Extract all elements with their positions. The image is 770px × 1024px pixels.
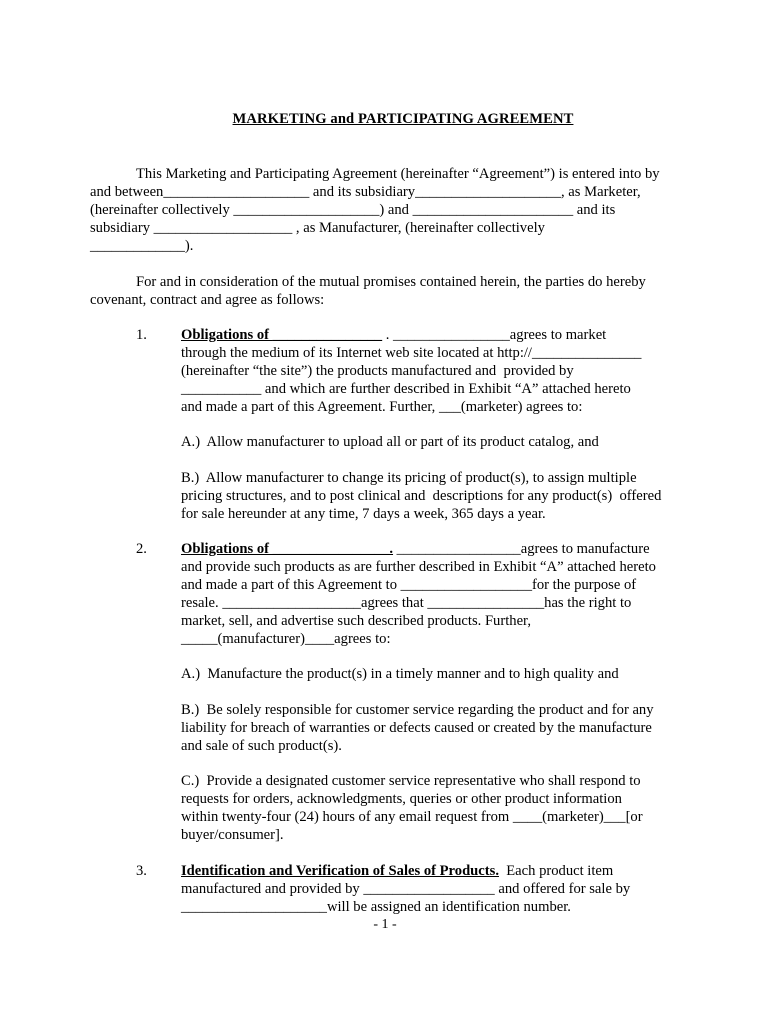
section-line: (hereinafter “the site”) the products manufactured and provided by [181, 363, 574, 379]
intro-line: This Marketing and Participating Agreement (hereinafter “Agreement”) is entered into by [136, 166, 660, 182]
section-heading-line [181, 326, 606, 344]
section-line: manufactured and provided by __________________ and offered for sale by [181, 881, 631, 897]
clause-b: B.) Allow manufacturer to change its pricing of product(s), to assign multiple [181, 470, 637, 486]
section-heading: Obligations of ________________. [181, 541, 394, 557]
intro-line: subsidiary ___________________ , as Manufacturer, (hereinafter collectively [90, 220, 545, 236]
clause-a: A.) Allow manufacturer to upload all or part of its product catalog, and [181, 434, 599, 450]
section-line: and made a part of this Agreement. Further, ___(marketer) agrees to: [181, 399, 583, 415]
clause-c-line: requests for orders, acknowledgments, queries or other product information [181, 791, 622, 807]
document-title: MARKETING and PARTICIPATING AGREEMENT [232, 111, 574, 127]
intro-line: and between____________________ and its subsidiary____________________, as Marketer, [90, 184, 641, 200]
clause-c: C.) Provide a designated customer service representative who shall respond to [181, 773, 641, 789]
section-line: market, sell, and advertise such described products. Further, [181, 613, 531, 629]
clause-c-line: within twenty-four (24) hours of any email request from ____(marketer)___[or [181, 809, 643, 825]
section-number: 3. [136, 863, 147, 879]
section-line: resale. ___________________agrees that ________________has the right to [181, 595, 632, 611]
clause-b: B.) Be solely responsible for customer service regarding the product and for any [181, 702, 654, 718]
clause-b-line: pricing structures, and to post clinical and descriptions for any product(s) offered [181, 488, 662, 504]
clause-a: A.) Manufacture the product(s) in a timely manner and to high quality and [181, 666, 619, 682]
section-heading: Obligations of [181, 327, 273, 343]
section-heading: Identification and Verification of Sales of Products. [181, 863, 499, 879]
consideration-line: covenant, contract and agree as follows: [90, 292, 325, 308]
clause-c-line: buyer/consumer]. [181, 827, 284, 843]
section-line: ___________ and which are further described in Exhibit “A” attached hereto [181, 381, 631, 397]
section-line: _____(manufacturer)____agrees to: [181, 631, 391, 647]
section-number: 2. [136, 541, 147, 557]
page-number: - 1 - [373, 917, 397, 932]
section-line: ____________________will be assigned an identification number. [181, 899, 571, 915]
section-line: and provide such products as are further described in Exhibit “A” attached hereto [181, 559, 656, 575]
section-heading-tail: Each product item [498, 863, 614, 879]
heading-blank: _______________ [272, 327, 383, 343]
section-heading-line [181, 540, 650, 558]
clause-b-line: for sale hereunder at any time, 7 days a week, 365 days a year. [181, 506, 546, 522]
section-line: and made a part of this Agreement to __________________for the purpose of [181, 577, 637, 593]
section-line: through the medium of its Internet web site located at http://_______________ [181, 345, 642, 361]
clause-b-line: and sale of such product(s). [181, 738, 342, 754]
section-heading-tail: _________________agrees to manufacture [393, 541, 650, 557]
consideration-line: For and in consideration of the mutual promises contained herein, the parties do hereby [136, 274, 646, 290]
clause-b-line: liability for breach of warranties or defects caused or created by the manufacture [181, 720, 652, 736]
intro-line: (hereinafter collectively ____________________) and ______________________ and its [90, 202, 616, 218]
section-heading-line [181, 862, 613, 880]
section-number: 1. [136, 327, 147, 343]
section-heading-tail: . ________________agrees to market [382, 327, 607, 343]
intro-line: _____________). [90, 238, 194, 254]
